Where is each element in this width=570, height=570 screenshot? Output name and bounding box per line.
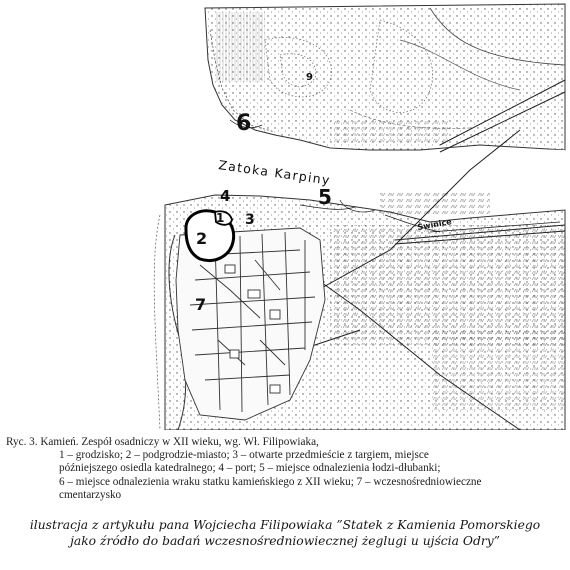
town-label: Świnice: [416, 217, 453, 232]
map-number-6: 6: [236, 111, 252, 136]
caption-line-4: 6 – miejsce odnalezienia wraku statku kamieńskiego z XII wieku; 7 – wczesnośredniowieczne: [59, 475, 482, 488]
figure-caption: [6, 436, 564, 502]
fortress-outline: [186, 211, 234, 261]
caption-line-5: cmentarzysko: [59, 488, 122, 501]
bay-label: Zatoka Karpiny: [217, 157, 332, 188]
caption-line-3: późniejszego osiedla katedralnego; 4 – port; 5 – miejsce odnalezienia łodzi-dłubanki;: [59, 462, 441, 475]
historical-map: [125, 0, 570, 430]
caption-line-1: Ryc. 3. Kamień. Zespół osadniczy w XII wieku, wg. Wł. Filipowiaka,: [6, 436, 319, 448]
map-number-9: 9: [306, 72, 313, 83]
illustration-credit: [0, 517, 570, 549]
map-number-1: 1: [216, 211, 225, 225]
north-shore: [205, 4, 565, 150]
map-number-7: 7: [195, 295, 207, 314]
caption-line-2: 1 – grodzisko; 2 – podgrodzie-miasto; 3 – otwarte przedmieście z targiem, miejsce: [59, 449, 429, 462]
map-number-3: 3: [245, 212, 255, 228]
map-number-5: 5: [318, 185, 332, 209]
map-number-2: 2: [196, 229, 208, 248]
credit-line-1: ilustracja z artykułu pana Wojciecha Filipowiaka ”Statek z Kamienia Pomorskiego: [29, 518, 541, 532]
map-number-4: 4: [220, 187, 231, 205]
credit-line-2: jako źródło do badań wczesnośredniowiecznej żeglugi u ujścia Odry”: [70, 534, 500, 548]
